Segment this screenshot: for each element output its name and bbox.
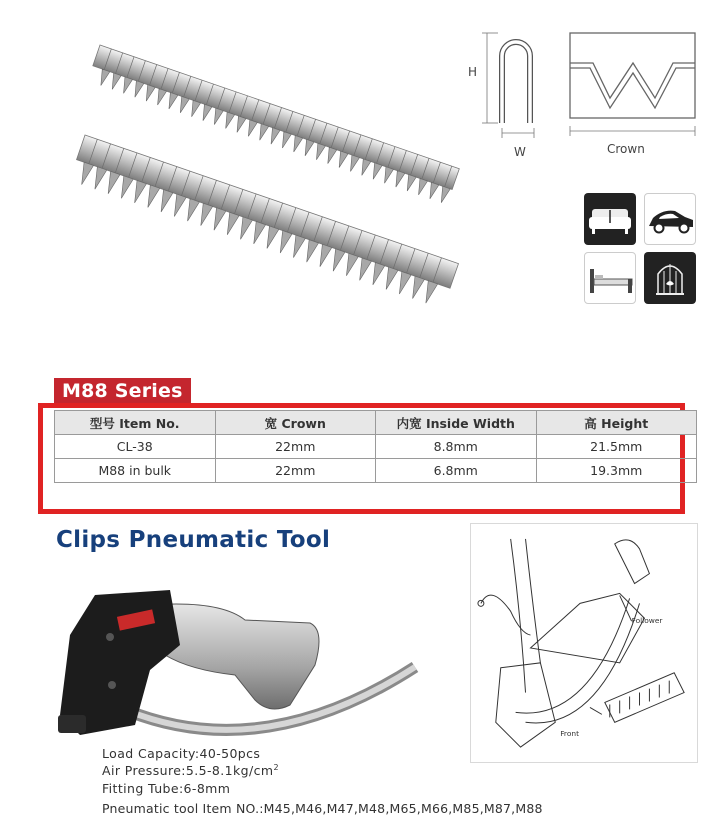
column-header: 宽 Crown [215, 411, 376, 435]
follower-label: Follower [631, 616, 663, 626]
crown-diagram [565, 28, 700, 163]
width-label: W [514, 145, 526, 159]
clip-strips-photo [70, 30, 490, 340]
pneumatic-tool-photo [40, 575, 430, 750]
birdcage-icon [644, 252, 696, 304]
table-row [55, 459, 697, 483]
tool-title: Clips Pneumatic Tool [56, 527, 331, 553]
table-cell: 19.3mm [536, 459, 697, 483]
table-cell: CL-38 [55, 435, 216, 459]
column-header: 内宽 Inside Width [376, 411, 537, 435]
bed-icon [584, 252, 636, 304]
spec-table [54, 410, 697, 483]
height-width-diagram [460, 28, 550, 163]
table-row [55, 435, 697, 459]
sofa-icon [584, 193, 636, 245]
table-cell: 6.8mm [376, 459, 537, 483]
air-pressure-text: Air Pressure:5.5-8.1kg/cm [102, 763, 274, 779]
load-capacity-text: Load Capacity:40-50pcs [102, 746, 261, 761]
table-cell: M88 in bulk [55, 459, 216, 483]
height-label: H [468, 65, 478, 79]
series-title: M88 Series [54, 378, 191, 404]
table-cell: 21.5mm [536, 435, 697, 459]
tool-item-numbers: Pneumatic tool Item NO.:M45,M46,M47,M48,M65,M66,M85,M87,M88 [102, 801, 543, 816]
table-cell: 22mm [215, 435, 376, 459]
table-cell: 8.8mm [376, 435, 537, 459]
table-header-row [55, 411, 697, 435]
column-header: 高 Height [536, 411, 697, 435]
table-cell: 22mm [215, 459, 376, 483]
fitting-tube-text: Fitting Tube:6-8mm [102, 781, 231, 796]
crown-label: Crown [607, 142, 645, 156]
air-pressure-line [102, 763, 279, 778]
front-label: Front [560, 729, 579, 739]
pressure-superscript: 2 [273, 763, 279, 772]
column-header: 型号 Item No. [55, 411, 216, 435]
car-icon [644, 193, 696, 245]
tool-usage-diagram [470, 523, 698, 763]
